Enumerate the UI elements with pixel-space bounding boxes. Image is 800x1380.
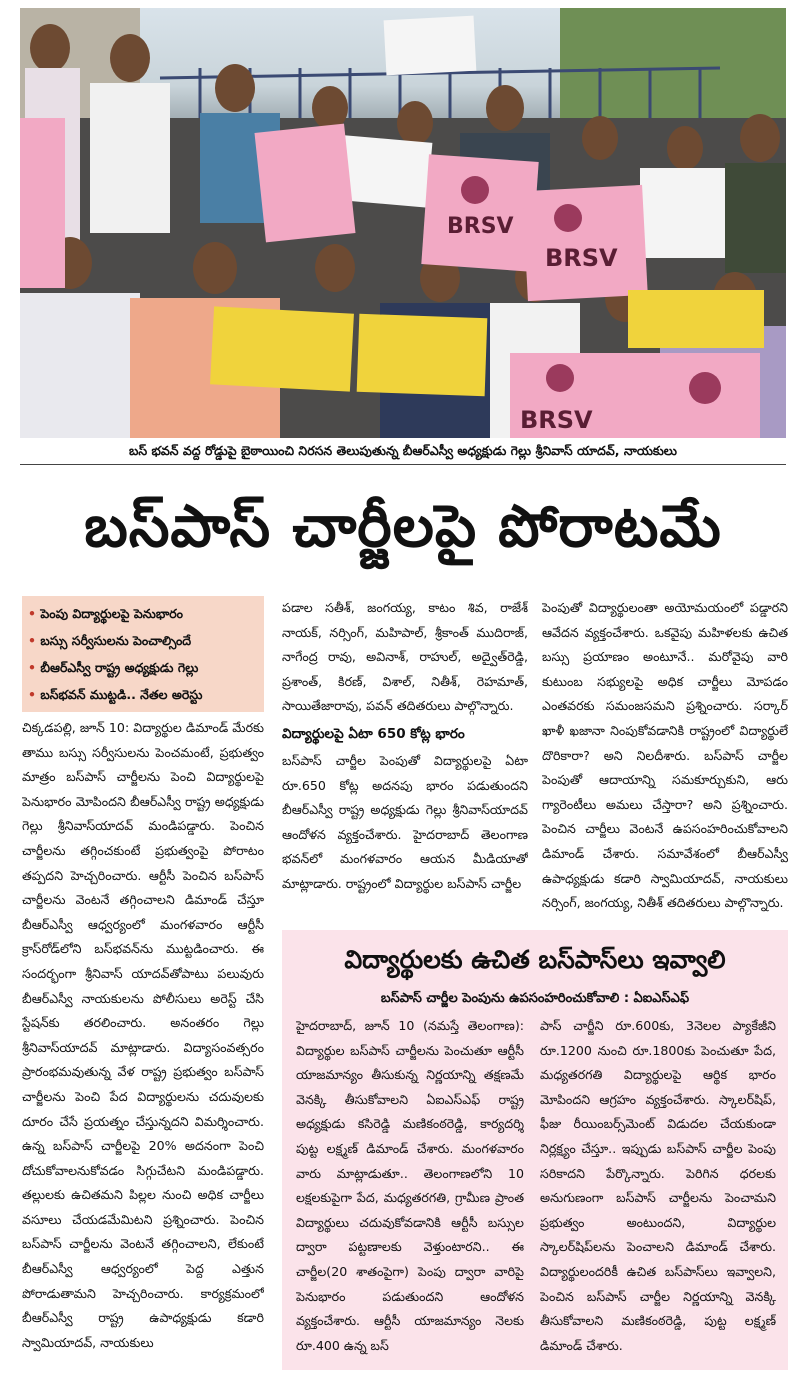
bullet-icon: •	[28, 660, 41, 675]
bullet-icon: •	[28, 633, 41, 648]
bullet-icon: •	[28, 606, 41, 621]
banner-text: BRSV	[520, 406, 593, 434]
yellow-placard	[357, 314, 488, 396]
highlights-box	[22, 596, 264, 712]
banner-text: BRSV	[545, 244, 618, 272]
yellow-placard	[628, 290, 764, 348]
article2-box	[282, 930, 788, 1370]
article1-column3: పెంపుతో విద్యార్థులంతా అయోమయంలో పడ్డారని ఆవేదన వ్యక్తంచేశారు. ఒకవైపు మహిళలకు ఉచిత బస్సు ప్రయాణం అంటూనే.. మరోవైపు వారి కుటుంబ సభ్యులపై అధిక చార్జీలు మోపడం ఎంతవరకు సమంజసమని ప్రశ్నించారు. సర్కార్ ఖాళీ ఖజానా నింపుకోవడానికి రాష్ట్రంలో విద్యార్థులే దొరికారా? అని నిలదీశారు. బస్‌పాస్ చార్జీల పెంపుతో ఆదాయాన్ని సమకూర్చుకుని, ఆరు గ్యారెంటీలు అమలు చేస్తారా? అని ప్రశ్నించారు. పెంచిన చార్జీలు వెంటనే ఉపసంహరించుకోవాలని డిమాండ్ చేశారు. సమావేశంలో బీఆర్ఎస్వీ ఉపాధ్యక్షుడు కడారి స్వామియాదవ్, నాయకులు నర్సింగ్, జంగయ్య, నితీశ్ తదితరులు పాల్గొన్నారు.	[542, 600, 788, 911]
white-placard	[384, 16, 477, 76]
photo-caption: బస్ భవన్ వద్ద రోడ్డుపై బైఠాయించి నిరసన తెలుపుతున్న బీఆర్ఎస్వీ అధ్యక్షుడు గెల్లు శ్రీనివాస్ యాదవ్, నాయకులు	[129, 443, 677, 458]
protest-photo	[20, 8, 786, 438]
yellow-placard	[210, 306, 354, 391]
article1-column2: పడాల సతీశ్, జంగయ్య, కాటం శివ, రాజేశ్ నాయక్, నర్సింగ్, మహిపాల్, శ్రీకాంత్ ముదిరాజ్, నాగేంద్ర రావు, అవినాశ్, రాహుల్, అద్వైత్‌రెడ్డి, ప్రశాంత్, కిరణ్, విశాల్, నితీశ్, రెహమాత్, సాయితేజారావు, పవన్ తదితరులు పాల్గొన్నారు. విద్యార్థులపై ఏటా 650 కోట్ల భారం బస్‌పాస్ చార్జీల పెంపుతో విద్యార్థులపై ఏటా రూ.650 కోట్ల అదనపు భారం పడుతుందని బీఆర్ఎస్వీ రాష్ట్ర అధ్యక్షుడు గెల్లు శ్రీనివాస్‌యాదవ్ ఆందోళన వ్యక్తంచేశారు. హైదరాబాద్ తెలంగాణ భవన్‌లో మంగళవారం ఆయన మీడియాతో మాట్లాడారు. రాష్ట్రంలో విద్యార్థుల బస్‌పాస్ చార్జీల	[282, 600, 528, 891]
article1-subheading: విద్యార్థులపై ఏటా 650 కోట్ల భారం	[282, 725, 465, 742]
article2-column2: పాస్ చార్జీని రూ.600కు, 3నెలల ప్యాకేజీని రూ.1200 నుంచి రూ.1800కు పెంచుతూ పేద, మధ్యతరగతి విద్యార్థులపై ఆర్థిక భారం మోపిందని ఆగ్రహం వ్యక్తంచేశారు. స్కాలర్‌షిప్, ఫీజు రీయింబర్స్‌మెంట్ విడుదల చేయకుండా నిర్లక్ష్యం చేస్తూ.. ఇప్పుడు బస్‌పాస్ చార్జీల పెంపు సరికాదని పేర్కొన్నారు. పెరిగిన ధరలకు అనుగుణంగా బస్‌పాస్ చార్జీలను పెంచామని ప్రభుత్వం అంటుందని, విద్యార్థుల స్కాలర్‌షిప్‌లను పెంచాలని డిమాండ్ చేశారు. విద్యార్థులందరికీ ఉచిత బస్‌పాస్‌లు ఇవ్వాలని, పెంచిన బస్‌పాస్ చార్జీల నిర్ణయాన్ని వెనక్కి తీసుకోవాలని మణికంఠరెడ్డి, పుట్ట లక్ష్మణ్ డిమాండ్ చేశారు.	[540, 1018, 776, 1353]
article2-headline: విద్యార్థులకు ఉచిత బస్‌పాస్‌లు ఇవ్వాలి	[344, 945, 726, 974]
banner-text: BRSV	[447, 214, 514, 239]
highlight-item: • బస్సు సర్వీసులను పెంచాల్సిందే	[28, 633, 192, 648]
article1-column1: చిక్కడపల్లి, జూన్ 10: విద్యార్థుల డిమాండ్ మేరకు తాము బస్సు సర్వీసులను పెంచమంటే, ప్రభుత్వం మాత్రం బస్‌పాస్ చార్జీలను పెంచి విద్యార్థులపై పెనుభారం మోపిందని బీఆర్ఎస్వీ రాష్ట్ర అధ్యక్షుడు గెల్లు శ్రీనివాస్‌యాదవ్ మండిపడ్డారు. పెంచిన చార్జీలను తగ్గించకుంటే ప్రభుత్వంపై పోరాటం తప్పదని హెచ్చరించారు. ఆర్టీసీ పెంచిన బస్‌పాస్ చార్జీలను వెంటనే తగ్గించాలని డిమాండ్ చేస్తూ బీఆర్ఎస్వీ ఆధ్వర్యంలో మంగళవారం ఆర్టీసీ క్రాస్‌రోడ్‌లోని బస్‌భవన్‌ను ముట్టడించారు. ఈ సందర్భంగా శ్రీనివాస్ యాదవ్‌తోపాటు పలువురు బీఆర్ఎస్వీ నాయకులను పోలీసులు అరెస్ట్ చేసి స్టేషన్‌కు తరలించారు. అనంతరం గెల్లు శ్రీనివాస్‌యాదవ్ మాట్లాడారు. విద్యాసంవత్సరం ప్రారంభమవుతున్న వేళ రాష్ట్ర ప్రభుత్వం బస్‌పాస్ చార్జీలను పెంచి పేద విద్యార్థులను చదువులకు దూరం చేసే ప్రయత్నం చేస్తున్నదని విమర్శించారు. ఉన్న బస్‌పాస్ చార్జీలపై 20% అదనంగా పెంచి దోచుకోవాలనుకోవడం సిగ్గుచేటని మండిపడ్డారు. తల్లులకు ఉచితమని పిల్లల నుంచి అధిక చార్జీలు వసూలు చేయడమేమిటని ప్రశ్నించారు. పెంచిన బస్‌పాస్ చార్జీలను వెంటనే తగ్గించాలని, లేకుంటే బీఆర్ఎస్వీ ఆధ్వర్యంలో పెద్ద ఎత్తున పోరాడుతామని హెచ్చరించారు. కార్యక్రమంలో బీఆర్ఎస్వీ రాష్ట్ర ఉపాధ్యక్షుడు కడారి స్వామియాదవ్, నాయకులు	[22, 720, 264, 1350]
article2-column1: హైదరాబాద్, జూన్ 10 (నమస్తే తెలంగాణ): విద్యార్థుల బస్‌పాస్ చార్జీలను పెంచుతూ ఆర్టీసీ యాజమాన్యం తీసుకున్న నిర్ణయాన్ని తక్షణమే వెనక్కి తీసుకోవాలని ఏఐఎస్ఎఫ్ రాష్ట్ర అధ్యక్షుడు కసిరెడ్డి మణికంఠరెడ్డి, కార్యదర్శి పుట్ట లక్ష్మణ్ డిమాండ్ చేశారు. మంగళవారం వారు మాట్లాడుతూ.. తెలంగాణలోని 10 లక్షలకుపైగా పేద, మధ్యతరగతి, గ్రామీణ ప్రాంత విద్యార్థులు చదువుకోవడానికి ఆర్టీసీ బస్సుల ద్వారా పట్టణాలకు వెళ్తుంటారని.. ఈ చార్జీల(20 శాతంపైగా) పెంపు ద్వారా వారిపై పెనుభారం పడుతుందని ఆందోళన వ్యక్తంచేశారు. ఆర్టీసీ యాజమాన్యం నెలకు రూ.400 ఉన్న బస్	[296, 1018, 524, 1353]
divider	[20, 464, 786, 465]
bullet-icon: •	[28, 687, 41, 702]
highlight-item: • బస్‌భవన్ ముట్టడి.. నేతల అరెస్టు	[28, 687, 203, 702]
highlight-item: • పెంపు విద్యార్థులపై పెనుభారం	[28, 606, 183, 621]
protest-photo-illustration	[20, 8, 786, 438]
main-headline: బస్‌పాస్ చార్జీలపై పోరాటమే	[84, 492, 722, 560]
article2-subheadline: బస్‌పాస్ చార్జీల పెంపును ఉపసంహరించుకోవాలి : ఏఐఎస్ఎఫ్	[380, 991, 690, 1006]
highlight-item: • బీఆర్ఎస్వీ రాష్ట్ర అధ్యక్షుడు గెల్లు	[28, 660, 199, 675]
